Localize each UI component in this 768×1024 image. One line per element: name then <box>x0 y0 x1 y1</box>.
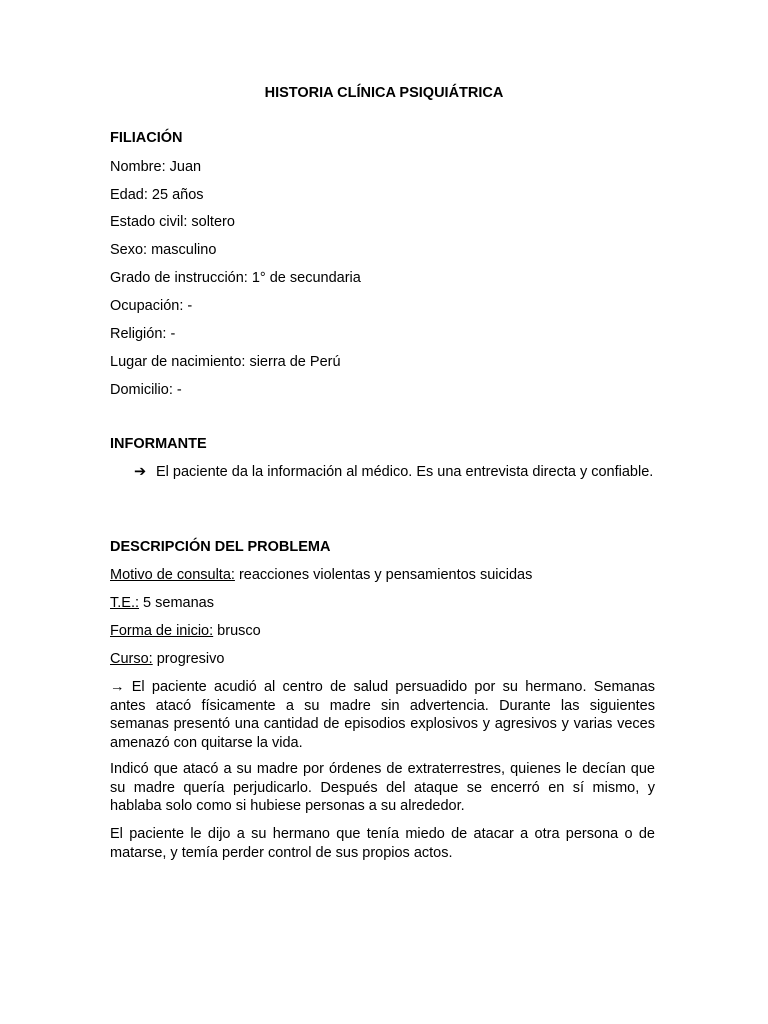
filiacion-ocupacion: Ocupación: - <box>110 298 193 314</box>
motivo-consulta-field <box>110 567 532 583</box>
paragraph-1: → El paciente acudió al centro de salud persuadido por su hermano. Semanas antes atacó físicamente a su madre sin advertencia. Durante las siguientes semanas presentó una cantidad de episodios explosivos y agresivos y varias veces amenazó con quitarse la vida. <box>110 679 655 751</box>
motivo-consulta-label: Motivo de consulta: <box>110 567 235 583</box>
filiacion-sexo: Sexo: masculino <box>110 242 217 258</box>
curso-label: Curso: <box>110 651 153 667</box>
forma-inicio-field <box>110 623 261 639</box>
te-label: T.E.: <box>110 595 140 611</box>
forma-inicio-value: brusco <box>213 623 261 639</box>
problema-heading: DESCRIPCIÓN DEL PROBLEMA <box>110 539 331 555</box>
filiacion-lugar-nacimiento: Lugar de nacimiento: sierra de Perú <box>110 354 341 370</box>
forma-inicio-label: Forma de inicio: <box>110 623 214 639</box>
informante-text: El paciente da la información al médico. Es una entrevista directa y confiable. <box>156 464 654 480</box>
filiacion-edad: Edad: 25 años <box>110 187 204 203</box>
filiacion-domicilio: Domicilio: - <box>110 382 182 398</box>
filiacion-estado-civil: Estado civil: soltero <box>110 214 235 230</box>
paragraph-3: El paciente le dijo a su hermano que tenía miedo de atacar a otra persona o de matarse, y temía perder control de sus propios actos. <box>110 826 655 861</box>
te-value: 5 semanas <box>139 595 214 611</box>
document-title: HISTORIA CLÍNICA PSIQUIÁTRICA <box>264 85 504 101</box>
te-field <box>110 595 214 611</box>
filiacion-nombre: Nombre: Juan <box>110 159 202 175</box>
informante-bullet <box>134 463 654 482</box>
paragraph-2: Indicó que atacó a su madre por órdenes de extraterrestres, quienes le decían que su madre quería perjudicarlo. Después del ataque se encerró en sí mismo, y hablaba solo como si hubiese personas a su alrededor. <box>110 761 655 814</box>
motivo-consulta-value: reacciones violentas y pensamientos suicidas <box>234 567 533 583</box>
arrow-right-icon: ➔ <box>134 464 147 480</box>
filiacion-religion: Religión: - <box>110 326 176 342</box>
curso-field <box>110 651 224 667</box>
curso-value: progresivo <box>152 651 225 667</box>
filiacion-grado-instruccion: Grado de instrucción: 1° de secundaria <box>110 270 361 286</box>
informante-heading: INFORMANTE <box>110 436 207 452</box>
filiacion-heading: FILIACIÓN <box>110 130 183 146</box>
